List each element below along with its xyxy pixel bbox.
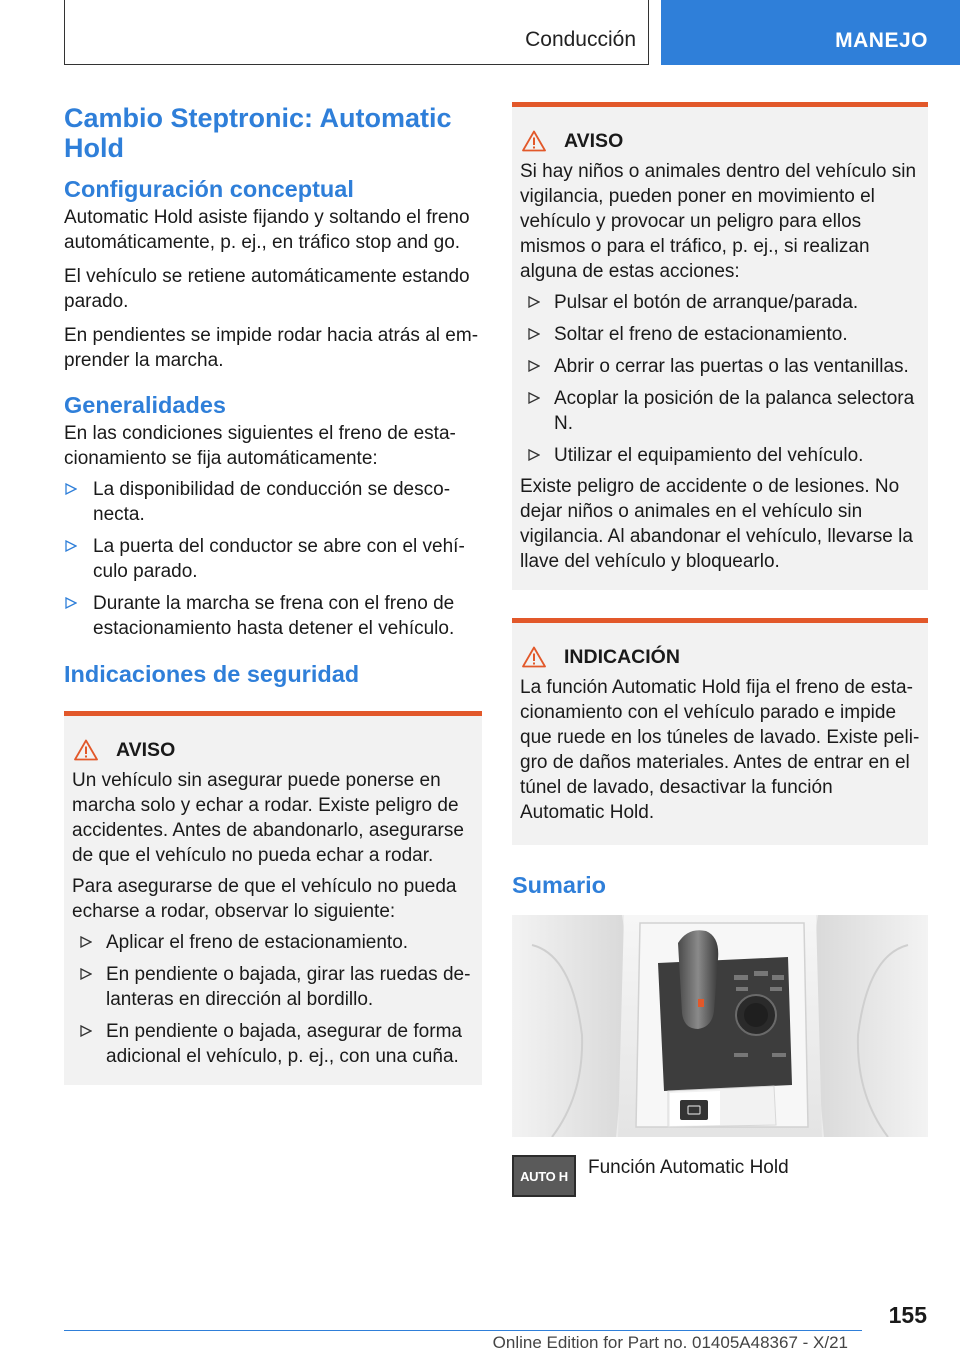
list-item bbox=[72, 962, 474, 1012]
triangle-bullet-icon bbox=[528, 449, 540, 461]
warning-triangle-icon bbox=[522, 646, 546, 668]
warning-text: Para asegurarse de que el vehículo no pueda echarse a rodar, observar lo siguiente: bbox=[72, 876, 457, 922]
triangle-bullet-icon bbox=[80, 936, 92, 948]
footer-divider bbox=[64, 1330, 862, 1331]
safety-heading: Indicaciones de seguridad bbox=[64, 661, 360, 687]
triangle-bullet-icon bbox=[528, 328, 540, 340]
triangle-bullet-icon bbox=[528, 296, 540, 308]
list-item bbox=[520, 443, 920, 468]
concept-paragraph: El vehículo se retiene automáticamente estando parado. bbox=[64, 266, 470, 312]
notice-box-title bbox=[520, 645, 920, 669]
auto-hold-button-icon bbox=[512, 1155, 576, 1197]
auto-hold-button-label: AUTO H bbox=[520, 1168, 568, 1184]
header-section-title: Conducción bbox=[525, 28, 636, 51]
list-item bbox=[520, 290, 920, 315]
list-item-text: Soltar el freno de estacionamiento. bbox=[554, 324, 848, 345]
warning-box-title bbox=[520, 129, 920, 153]
right-column bbox=[512, 100, 928, 1197]
header-chapter-tab bbox=[661, 0, 960, 65]
triangle-bullet-icon bbox=[65, 540, 77, 552]
general-heading: Generalidades bbox=[64, 392, 226, 418]
list-item-text: La disponibilidad de conducción se desconecta. bbox=[93, 479, 451, 525]
notice-box bbox=[512, 618, 928, 845]
warning-box-label: AVISO bbox=[564, 130, 624, 152]
warning-box bbox=[64, 711, 482, 1085]
concept-heading: Configuración conceptual bbox=[64, 176, 354, 202]
footer-edition: Online Edition for Part no. 01405A48367 - X/21 bbox=[492, 1333, 848, 1352]
legend-caption: Función Automatic Hold bbox=[588, 1157, 789, 1178]
list-item-text: La puerta del conductor se abre con el vehículo parado. bbox=[93, 536, 465, 582]
list-item bbox=[520, 386, 920, 436]
general-list bbox=[64, 477, 482, 641]
warning-box bbox=[512, 102, 928, 590]
triangle-bullet-icon bbox=[65, 597, 77, 609]
list-item-text: Utilizar el equipamiento del vehículo. bbox=[554, 445, 864, 466]
warning-triangle-icon bbox=[74, 739, 98, 761]
triangle-bullet-icon bbox=[80, 968, 92, 980]
list-item-text: Aplicar el freno de estacionamiento. bbox=[106, 932, 409, 953]
legend-row bbox=[512, 1155, 928, 1197]
center-console-illustration bbox=[512, 915, 928, 1137]
general-intro: En las condiciones siguientes el freno de estacionamiento se fija automáticamente: bbox=[64, 423, 456, 469]
header-chapter-label: MANEJO bbox=[835, 29, 928, 52]
warning-box-label: AVISO bbox=[116, 739, 176, 761]
warning-text: Existe peligro de accidente o de lesiones. No dejar niños o animales en el vehículo sin vigilancia. Al abandonar el vehículo, llevarse la llave del vehículo y bloquearlo. bbox=[520, 476, 913, 572]
warning-box-title bbox=[72, 738, 474, 762]
list-item bbox=[64, 591, 482, 641]
warning-list bbox=[72, 930, 474, 1069]
list-item bbox=[72, 930, 474, 955]
list-item-text: Pulsar el botón de arranque/parada. bbox=[554, 292, 859, 313]
triangle-bullet-icon bbox=[80, 1025, 92, 1037]
notice-box-label: INDICACIÓN bbox=[564, 646, 680, 668]
list-item-text: Abrir o cerrar las puertas o las ventanillas. bbox=[554, 356, 909, 377]
warning-list bbox=[520, 290, 920, 468]
concept-paragraph: En pendientes se impide rodar hacia atrás al emprender la marcha. bbox=[64, 325, 479, 371]
center-console-image bbox=[512, 915, 928, 1137]
list-item bbox=[520, 322, 920, 347]
triangle-bullet-icon bbox=[528, 360, 540, 372]
warning-triangle-icon bbox=[522, 130, 546, 152]
list-item bbox=[64, 534, 482, 584]
list-item-text: Acoplar la posición de la palanca selectora N. bbox=[554, 388, 915, 434]
triangle-bullet-icon bbox=[528, 392, 540, 404]
warning-text: Un vehículo sin asegurar puede ponerse en marcha solo y echar a rodar. Existe peligro de accidentes. Antes de abandonarlo, asegurarse de que el vehículo no pueda echar a rodar. bbox=[72, 770, 464, 866]
list-item-text: En pendiente o bajada, asegurar de forma adicional el vehículo, p. ej., con una cuña. bbox=[106, 1021, 462, 1067]
notice-text: La función Automatic Hold fija el freno de estacionamiento con el vehículo parado e impide que ruede en los túneles de lavado. Existe peligro de daños materiales. Antes de entrar en el túnel de lavado, desactivar la función Automatic Hold. bbox=[520, 677, 920, 823]
warning-text: Si hay niños o animales dentro del vehículo sin vigilancia, pueden poner en movimiento el vehículo y provocar un peligro para ellos mismos o para el tráfico, p. ej., si realizan alguna de estas acciones: bbox=[520, 161, 917, 282]
list-item-text: En pendiente o bajada, girar las ruedas delanteras en dirección al bordillo. bbox=[106, 964, 471, 1010]
list-item bbox=[520, 354, 920, 379]
summary-heading: Sumario bbox=[512, 872, 607, 898]
page-number: 155 bbox=[888, 1302, 927, 1328]
list-item bbox=[72, 1019, 474, 1069]
page-title: Cambio Steptronic: Automatic Hold bbox=[64, 103, 452, 163]
list-item bbox=[64, 477, 482, 527]
triangle-bullet-icon bbox=[65, 483, 77, 495]
list-item-text: Durante la marcha se frena con el freno de estacionamiento hasta detener el vehículo. bbox=[93, 593, 455, 639]
concept-paragraph: Automatic Hold asiste fijando y soltando el freno automáticamente, p. ej., en tráfico stop and go. bbox=[64, 207, 470, 253]
left-column bbox=[64, 100, 482, 1085]
